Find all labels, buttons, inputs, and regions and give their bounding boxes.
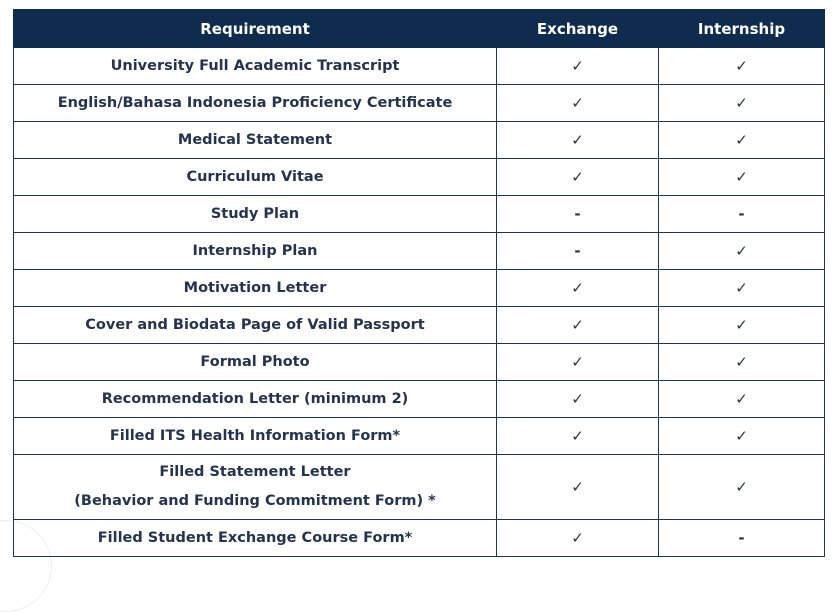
header-row bbox=[14, 10, 825, 48]
requirement-cell: University Full Academic Transcript bbox=[14, 48, 497, 85]
requirement-cell: Cover and Biodata Page of Valid Passport bbox=[14, 307, 497, 344]
internship-cell: - bbox=[659, 196, 825, 233]
exchange-cell: ✓ bbox=[497, 381, 659, 418]
requirement-cell: Filled Student Exchange Course Form* bbox=[14, 520, 497, 557]
exchange-cell: ✓ bbox=[497, 344, 659, 381]
header-exchange: Exchange bbox=[497, 10, 659, 48]
requirement-cell: Motivation Letter bbox=[14, 270, 497, 307]
table-row bbox=[14, 307, 825, 344]
requirement-cell bbox=[14, 455, 497, 520]
exchange-cell: ✓ bbox=[497, 85, 659, 122]
exchange-cell: ✓ bbox=[497, 520, 659, 557]
table-row bbox=[14, 122, 825, 159]
internship-cell: ✓ bbox=[659, 48, 825, 85]
internship-cell: ✓ bbox=[659, 85, 825, 122]
internship-cell: - bbox=[659, 520, 825, 557]
exchange-cell: - bbox=[497, 233, 659, 270]
exchange-cell: ✓ bbox=[497, 418, 659, 455]
internship-cell: ✓ bbox=[659, 270, 825, 307]
table-row bbox=[14, 344, 825, 381]
requirement-cell: Curriculum Vitae bbox=[14, 159, 497, 196]
requirement-cell: Study Plan bbox=[14, 196, 497, 233]
table-row bbox=[14, 48, 825, 85]
table-row bbox=[14, 270, 825, 307]
exchange-cell: ✓ bbox=[497, 48, 659, 85]
requirement-cell: Medical Statement bbox=[14, 122, 497, 159]
table-row bbox=[14, 381, 825, 418]
table-row bbox=[14, 520, 825, 557]
internship-cell: ✓ bbox=[659, 159, 825, 196]
exchange-cell: ✓ bbox=[497, 122, 659, 159]
requirement-cell: English/Bahasa Indonesia Proficiency Certificate bbox=[14, 85, 497, 122]
requirement-line-1: Filled Statement Letter bbox=[159, 464, 351, 480]
table-row bbox=[14, 159, 825, 196]
table-row bbox=[14, 233, 825, 270]
internship-cell: ✓ bbox=[659, 381, 825, 418]
internship-cell: ✓ bbox=[659, 455, 825, 520]
table-row bbox=[14, 85, 825, 122]
internship-cell: ✓ bbox=[659, 233, 825, 270]
requirement-cell: Filled ITS Health Information Form* bbox=[14, 418, 497, 455]
exchange-cell: ✓ bbox=[497, 159, 659, 196]
exchange-cell: ✓ bbox=[497, 455, 659, 520]
internship-cell: ✓ bbox=[659, 418, 825, 455]
requirements-table bbox=[13, 9, 825, 557]
internship-cell: ✓ bbox=[659, 307, 825, 344]
internship-cell: ✓ bbox=[659, 344, 825, 381]
exchange-cell: ✓ bbox=[497, 307, 659, 344]
requirement-cell: Internship Plan bbox=[14, 233, 497, 270]
table-row bbox=[14, 196, 825, 233]
exchange-cell: ✓ bbox=[497, 270, 659, 307]
table-row bbox=[14, 455, 825, 520]
header-internship: Internship bbox=[659, 10, 825, 48]
requirement-line-2: (Behavior and Funding Commitment Form) * bbox=[74, 493, 436, 509]
requirement-cell: Formal Photo bbox=[14, 344, 497, 381]
requirement-cell: Recommendation Letter (minimum 2) bbox=[14, 381, 497, 418]
table-row bbox=[14, 418, 825, 455]
header-requirement: Requirement bbox=[14, 10, 497, 48]
internship-cell: ✓ bbox=[659, 122, 825, 159]
exchange-cell: - bbox=[497, 196, 659, 233]
